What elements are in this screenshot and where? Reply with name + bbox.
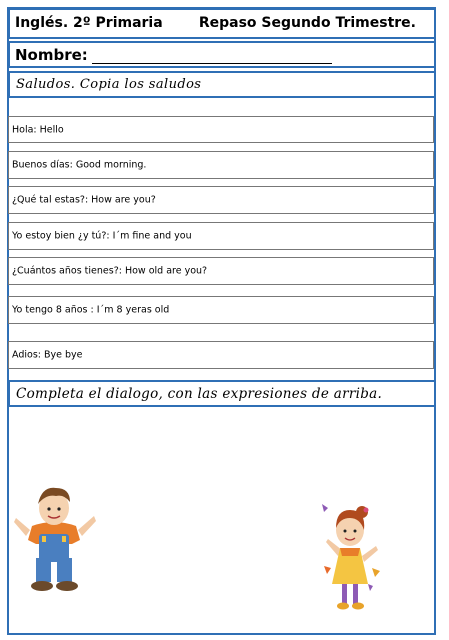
boy-cartoon-icon [12, 478, 98, 596]
instruction-greetings: Saludos. Copia los saludos [16, 77, 202, 92]
instruction-box-2 [8, 380, 436, 407]
girl-cartoon-icon [316, 496, 388, 614]
greeting-text: Buenos días: Good morning. [12, 159, 147, 171]
greeting-text: Adios: Bye bye [12, 349, 83, 361]
greeting-row[interactable] [8, 296, 434, 324]
name-box [8, 41, 436, 68]
greeting-row[interactable] [8, 116, 434, 143]
review-title: Repaso Segundo Trimestre. [198, 15, 416, 31]
greeting-row[interactable] [8, 341, 434, 369]
instruction-dialogue: Completa el dialogo, con las expresiones de arriba. [16, 386, 383, 402]
name-blank-line[interactable] [92, 63, 332, 64]
greeting-row[interactable] [8, 151, 434, 179]
greeting-text: Yo tengo 8 años : I´m 8 yeras old [12, 304, 170, 316]
greeting-row[interactable] [8, 186, 434, 214]
greeting-text: Yo estoy bien ¿y tú?: I´m fine and you [12, 230, 192, 242]
name-label: Nombre: [15, 46, 88, 64]
subject-grade-title: Inglés. 2º Primaria [15, 15, 163, 31]
greeting-text: ¿Qué tal estas?: How are you? [12, 194, 156, 206]
greeting-row[interactable] [8, 222, 434, 250]
header-box [8, 8, 436, 39]
greeting-text: Hola: Hello [12, 124, 64, 135]
instruction-box-1 [8, 71, 436, 98]
greeting-row[interactable] [8, 257, 434, 285]
greeting-text: ¿Cuántos años tienes?: How old are you? [12, 265, 208, 277]
